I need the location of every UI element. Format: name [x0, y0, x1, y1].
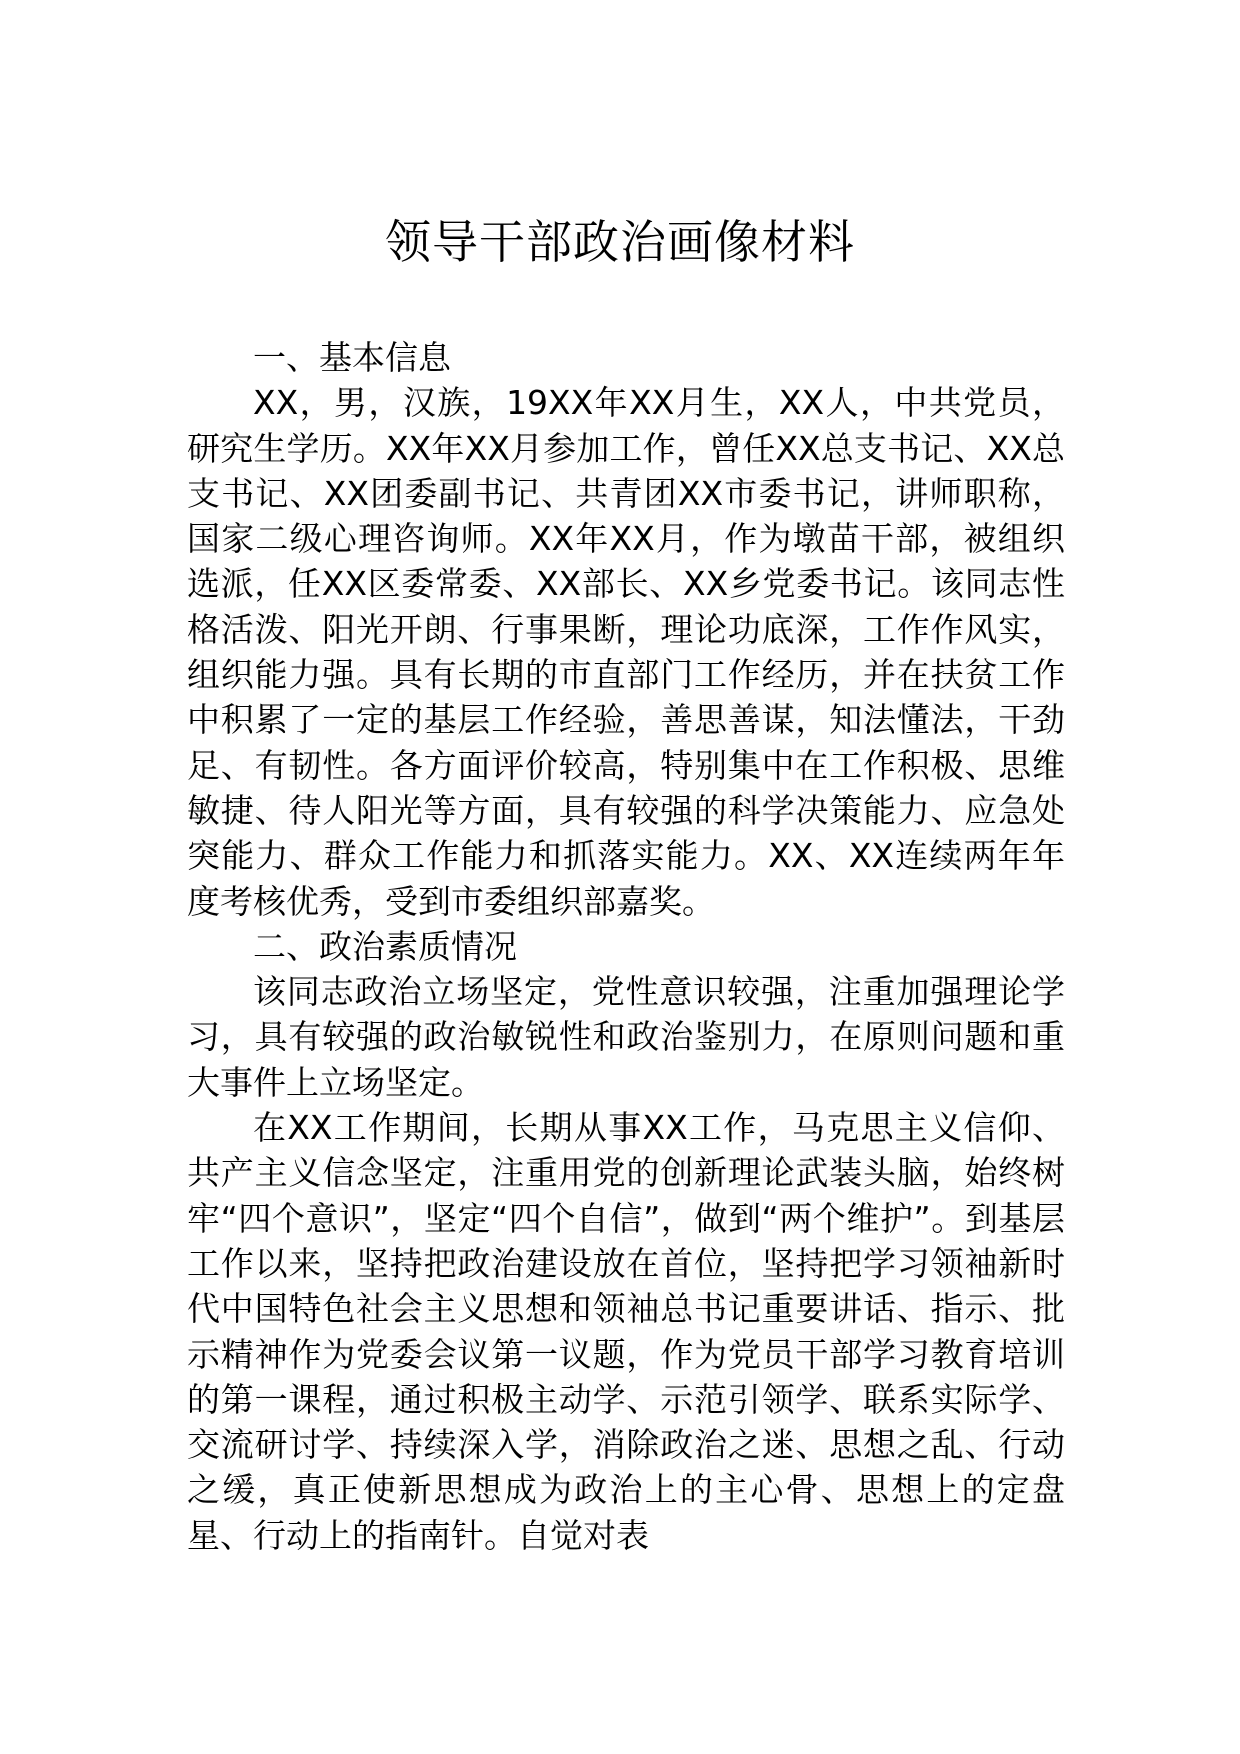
document-body: [187, 335, 1065, 1558]
paragraph-political-stance: 该同志政治立场坚定，党性意识较强，注重加强理论学习，具有较强的政治敏锐性和政治鉴别力，在原则问题和重大事件上立场坚定。: [187, 972, 1065, 1102]
document-title: 领导干部政治画像材料: [385, 215, 855, 269]
paragraph-basic-info: XX，男，汉族，19XX年XX月生，XX人，中共党员，研究生学历。XX年XX月参加工作，曾任XX总支书记、XX总支书记、XX团委副书记、共青团XX市委书记，讲师职称，国家二级心理咨询师。XX年XX月，作为墩苗干部，被组织选派，任XX区委常委、XX部长、XX乡党委书记。该同志性格活泼、阳光开朗、行事果断，理论功底深，工作作风实，组织能力强。具有长期的市直部门工作经历，并在扶贫工作中积累了一定的基层工作经验，善思善谋，知法懂法，干劲足、有韧性。各方面评价较高，特别集中在工作积极、思维敏捷、待人阳光等方面，具有较强的科学决策能力、应急处突能力、群众工作能力和抓落实能力。XX、XX连续两年年度考核优秀，受到市委组织部嘉奖。: [187, 383, 1065, 921]
section-heading-political-quality: 二、政治素质情况: [253, 926, 517, 966]
section-heading-basic-info: 一、基本信息: [253, 338, 451, 377]
paragraph-work-period: 在XX工作期间，长期从事XX工作，马克思主义信仰、共产主义信念坚定，注重用党的创新理论武装头脑，始终树牢“四个意识”，坚定“四个自信”，做到“两个维护”。到基层工作以来，坚持把政治建设放在首位，坚持把学习领袖新时代中国特色社会主义思想和领袖总书记重要讲话、指示、批示精神作为党委会议第一议题，作为党员干部学习教育培训的第一课程，通过积极主动学、示范引领学、联系实际学、交流研讨学、持续深入学，消除政治之迷、思想之乱、行动之缓，真正使新思想成为政治上的主心骨、思想上的定盘星、行动上的指南针。自觉对表: [187, 1108, 1065, 1555]
